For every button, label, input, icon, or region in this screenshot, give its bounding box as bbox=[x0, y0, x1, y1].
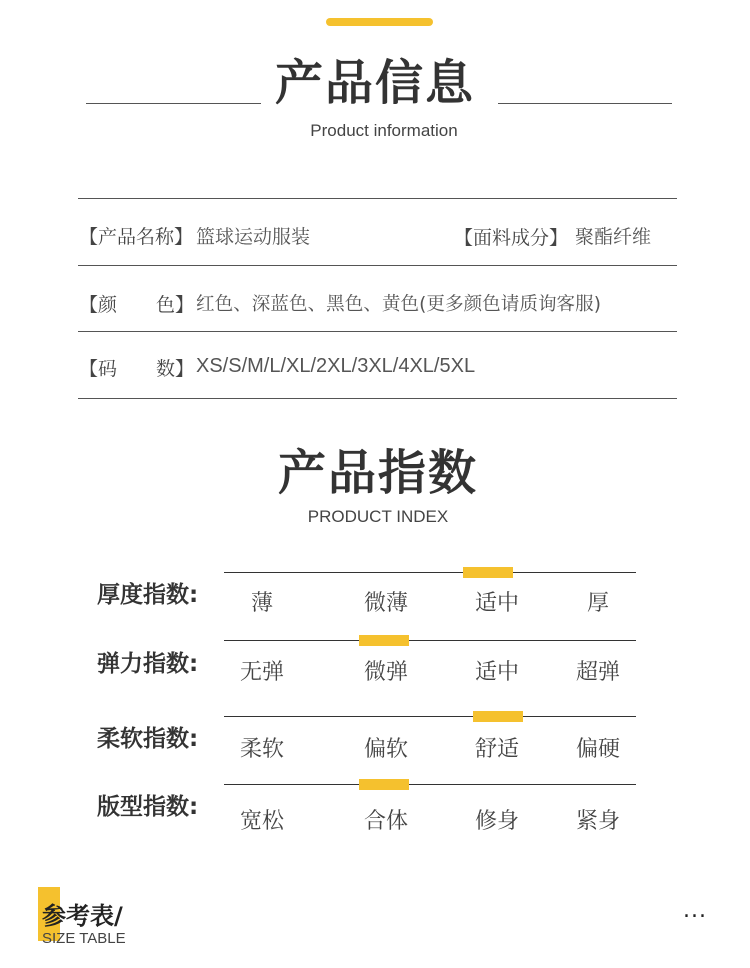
size-table-title: 参考表/ bbox=[42, 902, 123, 930]
index-option: 微薄 bbox=[363, 591, 408, 616]
more-icon[interactable]: ... bbox=[683, 898, 707, 923]
index-option: 适中 bbox=[474, 660, 519, 685]
index-option: 偏硬 bbox=[575, 737, 620, 762]
info-value-name: 篮球运动服装 bbox=[196, 226, 311, 248]
info-label-name: 【产品名称】 bbox=[79, 226, 194, 248]
index-selected-marker bbox=[359, 779, 409, 790]
index-line bbox=[224, 716, 636, 717]
section-subtitle-product-index: PRODUCT INDEX bbox=[307, 507, 449, 526]
index-option-selected: 微弹 bbox=[363, 660, 408, 685]
index-option: 宽松 bbox=[239, 809, 284, 834]
info-table-divider bbox=[78, 331, 677, 332]
index-label-thickness: 厚度指数: bbox=[97, 582, 199, 608]
index-option-selected: 合体 bbox=[363, 809, 408, 834]
top-accent-bar bbox=[326, 18, 433, 26]
index-label-softness: 柔软指数: bbox=[97, 726, 199, 752]
info-value-color: 红色、深蓝色、黑色、黄色(更多颜色请质询客服) bbox=[196, 294, 601, 315]
info-label-size-left: 【码 bbox=[79, 358, 118, 380]
index-option: 修身 bbox=[474, 809, 519, 834]
section-title-product-index: 产品指数 bbox=[277, 445, 478, 501]
size-table-subtitle: SIZE TABLE bbox=[42, 930, 126, 947]
info-table-top-line bbox=[78, 198, 677, 199]
info-value-fabric: 聚酯纤维 bbox=[575, 226, 652, 248]
section-title-product-info: 产品信息 bbox=[274, 55, 475, 111]
index-selected-marker bbox=[463, 567, 513, 578]
info-label-size-right: 数】 bbox=[156, 358, 195, 380]
index-selected-marker bbox=[359, 635, 409, 646]
info-table-bottom-line bbox=[78, 398, 677, 399]
index-option: 紧身 bbox=[575, 809, 620, 834]
info-label-color-right: 色】 bbox=[156, 294, 195, 316]
index-option: 厚 bbox=[586, 591, 609, 616]
index-option: 超弹 bbox=[575, 660, 620, 685]
info-table-divider bbox=[78, 265, 677, 266]
index-label-fit: 版型指数: bbox=[97, 794, 199, 820]
section-subtitle-product-info: Product information bbox=[310, 121, 458, 140]
info-value-size: XS/S/M/L/XL/2XL/3XL/4XL/5XL bbox=[196, 355, 476, 377]
index-option-selected: 舒适 bbox=[474, 737, 519, 762]
info-label-fabric: 【面料成分】 bbox=[454, 227, 569, 249]
index-line bbox=[224, 640, 636, 641]
info-label-color-left: 【颜 bbox=[79, 294, 118, 316]
index-label-elasticity: 弹力指数: bbox=[97, 651, 199, 677]
index-option-selected: 适中 bbox=[474, 591, 519, 616]
index-selected-marker bbox=[473, 711, 523, 722]
index-line bbox=[224, 572, 636, 573]
index-option: 柔软 bbox=[239, 737, 284, 762]
title-divider-left bbox=[86, 103, 261, 104]
index-option: 薄 bbox=[250, 591, 273, 616]
title-divider-right bbox=[498, 103, 672, 104]
index-line bbox=[224, 784, 636, 785]
index-option: 无弹 bbox=[239, 660, 284, 685]
index-option: 偏软 bbox=[363, 737, 408, 762]
